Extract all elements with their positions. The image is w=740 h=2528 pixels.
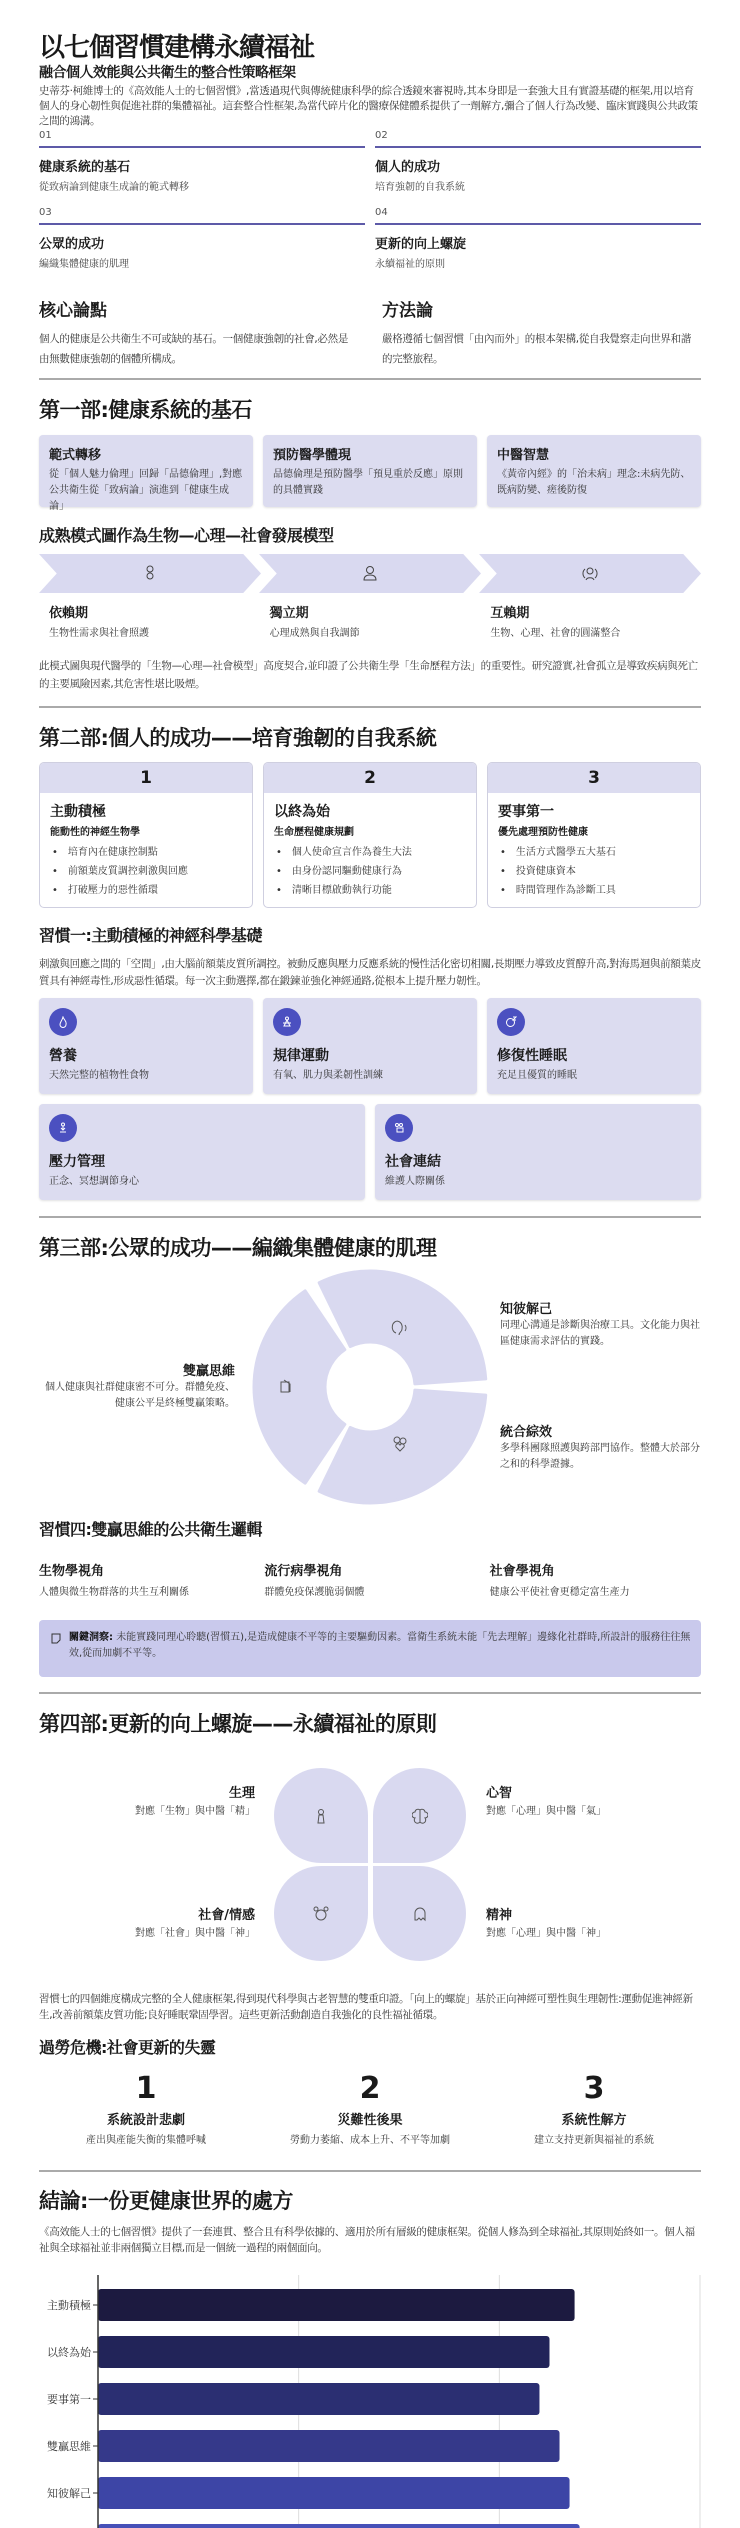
pillar-title: 修復性睡眠: [497, 1048, 567, 1064]
burnout-sub: 勞動力萎縮、成本上升、不平等加劇: [290, 2135, 450, 2146]
dimension-label: [486, 1904, 666, 1942]
overview-number: 01: [39, 130, 52, 141]
category-label: 以終為始: [47, 2346, 91, 2359]
people-icon: [582, 565, 598, 581]
renewal-paragraph: 習慣七的四個維度構成完整的全人健康框架,得到現代科學與古老智慧的雙重印證。「向上的螺旋」基於正向神經可塑性與生理韌性:運動促進神經新生,改善前額葉皮質功能;良好睡眠鞏固學習。這些更新活動創造自我強化的良性福祉循環。: [39, 1993, 693, 2021]
social-face-icon: [313, 1906, 329, 1922]
segment-label: [500, 1421, 705, 1473]
pillar-title: 營養: [49, 1048, 77, 1064]
section-divider: [39, 378, 701, 380]
insight-callout: [39, 1620, 701, 1677]
core-text: 個人的健康是公共衛生不可或缺的基石。一個健康強韌的社會,必然是由無數健康強韌的個體所構成。: [39, 333, 349, 365]
page-title: 以七個習慣建構永續福祉: [39, 33, 315, 63]
pillar-card: [487, 998, 701, 1094]
perspective-text: 健康公平使社會更穩定富生產力: [489, 1587, 630, 1598]
stage-sub: 生物、心理、社會的圓滿整合: [490, 628, 621, 639]
overview-number: 02: [375, 130, 388, 141]
petal-social: [274, 1866, 368, 1961]
part1-heading: 第一部:健康系統的基石: [39, 398, 252, 422]
list-item: • 打破壓力的惡性循環: [50, 881, 242, 900]
dimension-label: [100, 1904, 255, 1942]
community-icon: [385, 1114, 413, 1142]
part2-heading: 第二部:個人的成功——培育強韌的自我系統: [39, 726, 437, 750]
conclusion-heading: 結論:一份更健康世界的處方: [39, 2189, 293, 2213]
habit-title: 主動積極: [50, 804, 106, 820]
dimension-text: 對應「生物」與中醫「精」: [135, 1806, 255, 1817]
dimension-text: 對應「心理」與中醫「氣」: [486, 1806, 606, 1817]
segment-title: 統合綜效: [500, 1425, 553, 1440]
segment-title: 雙贏思維: [182, 1364, 235, 1379]
pillar-title: 社會連結: [385, 1154, 441, 1170]
overview-item: [375, 207, 701, 270]
burnout-number: 1: [135, 2071, 157, 2106]
bar: [98, 2430, 560, 2462]
segment-text: 多學科團隊照護與跨部門協作。整體大於部分之和的科學證據。: [500, 1443, 700, 1470]
burnout-number: 3: [583, 2071, 605, 2106]
dimension-text: 對應「社會」與中醫「神」: [135, 1928, 255, 1939]
bar: [98, 2383, 539, 2415]
insight-text: 未能實踐同理心聆聽(習慣五),是造成健康不平等的主要驅動因素。當衛生系統未能「先去理解」邊緣化社群時,所設計的服務往往無效,從而加劇不平等。: [69, 1632, 691, 1659]
stage-labels: [39, 602, 701, 639]
perspective-text: 人體與微生物群落的共生互利關係: [39, 1587, 189, 1598]
perspective-item: [490, 1560, 701, 1601]
baby-icon: [142, 565, 158, 581]
pillar-card: [263, 998, 477, 1094]
meditation-icon: [49, 1114, 77, 1142]
segment-win-win: [254, 1291, 345, 1483]
segment-text: 個人健康與社群健康密不可分。群體免疫、健康公平是終極雙贏策略。: [45, 1382, 235, 1409]
habit-card: [487, 762, 701, 908]
habits-bar-chart: [0, 2270, 740, 2528]
stage-item: [270, 602, 481, 639]
habit-cards: [39, 762, 701, 908]
public-victory-donut: [250, 1267, 490, 1507]
pillar-row-1: [39, 998, 701, 1094]
body-icon: [314, 1808, 328, 1824]
overview-title: 健康系統的基石: [39, 160, 131, 175]
burnout-points: [39, 2071, 701, 2146]
burnout-title: 系統設計悲劇: [106, 2113, 185, 2128]
part3-heading: 第三部:公眾的成功——編織集體健康的肌理: [39, 1236, 437, 1260]
overview-title: 更新的向上螺旋: [375, 237, 467, 252]
card-title: 中醫智慧: [497, 448, 550, 463]
burnout-title: 災難性後果: [337, 2113, 403, 2128]
info-card: [487, 435, 701, 507]
habit-title: 以終為始: [274, 804, 330, 820]
model-paragraph: 此模式圖與現代醫學的「生物—心理—社會模型」高度契合,並印證了公共衛生學「生命歷程方法」的重要性。研究證實,社會孤立是導致疾病與死亡的主要風險因素,其危害性堪比吸煙。: [39, 660, 698, 690]
chevron-dependence: [39, 554, 261, 593]
stage-sub: 心理成熟與自我調節: [269, 628, 360, 639]
perspectives: [39, 1560, 701, 1601]
burnout-item: [487, 2071, 701, 2146]
habit-sub: 能動性的神經生物學: [50, 827, 140, 838]
burnout-sub: 產出與產能失衡的集體呼喊: [86, 2135, 206, 2146]
model-heading: 成熟模式圖作為生物—心理—社會發展模型: [39, 526, 334, 545]
core-title: 核心論點: [39, 301, 107, 321]
burnout-item: [39, 2071, 253, 2146]
part4-heading: 第四部:更新的向上螺旋——永續福祉的原則: [39, 1712, 437, 1736]
dimension-title: 心智: [486, 1786, 513, 1801]
card-text: 從「個人魅力倫理」回歸「品德倫理」,對應公共衛生從「致病論」演進到「健康生成論」: [49, 469, 243, 512]
category-label: 雙贏思維: [47, 2440, 91, 2453]
petal-physical: [274, 1768, 368, 1863]
dimension-title: 生理: [228, 1786, 255, 1801]
methodology: [382, 296, 701, 369]
pillar-title: 壓力管理: [49, 1154, 105, 1170]
pillar-sub: 充足且優質的睡眠: [497, 1070, 577, 1081]
pillar-card: [375, 1104, 701, 1200]
list-item: • 清晰目標啟動執行功能: [274, 881, 466, 900]
segment-label: [500, 1298, 705, 1350]
habit-number: 3: [488, 763, 700, 793]
segment-title: 知彼解己: [500, 1302, 553, 1317]
stage-item: [490, 602, 701, 639]
stage-title: 獨立期: [269, 606, 309, 621]
info-card: [39, 435, 253, 512]
section-divider: [39, 1216, 701, 1218]
dimension-label: [486, 1782, 666, 1820]
habit-sub: 優先處理預防性健康: [498, 827, 588, 838]
dimension-text: 對應「心理」與中醫「神」: [486, 1928, 606, 1939]
perspective-text: 群體免疫保護脆弱個體: [264, 1587, 365, 1598]
divider: [375, 146, 701, 148]
section-divider: [39, 1692, 701, 1694]
section-divider: [39, 706, 701, 708]
card-text: 品德倫理是預防醫學「預見重於反應」原則的具體實踐: [273, 469, 463, 496]
burnout-sub: 建立支持更新與福祉的系統: [534, 2135, 654, 2146]
pillar-sub: 天然完整的植物性食物: [49, 1070, 149, 1081]
overview-sub: 永續福祉的原則: [375, 259, 445, 270]
maturity-chevrons: [39, 554, 701, 593]
segment-text: 同理心溝通是診斷與治療工具。文化能力與社區健康需求評估的實踐。: [500, 1320, 700, 1347]
chevron-independence: [259, 554, 481, 593]
list-item: • 個人使命宣言作為養生大法: [274, 843, 466, 862]
list-item: • 培育內在健康控制點: [50, 843, 242, 862]
pillar-card: [39, 998, 253, 1094]
note-icon: [51, 1633, 61, 1644]
habit-sub: 生命歷程健康規劃: [274, 827, 354, 838]
overview-title: 個人的成功: [375, 160, 441, 175]
section-divider: [39, 2170, 701, 2172]
overview-sub: 編織集體健康的肌理: [39, 259, 129, 270]
overview-number: 03: [39, 207, 52, 218]
bar: [98, 2336, 550, 2368]
exercise-icon: [273, 1008, 301, 1036]
overview-number: 04: [375, 207, 388, 218]
petal-spiritual: [373, 1866, 466, 1961]
habit-card: [39, 762, 253, 908]
sleep-icon: [497, 1008, 525, 1036]
dimension-label: [100, 1782, 255, 1820]
habit-number: 2: [264, 763, 476, 793]
stage-sub: 生物性需求與社會照護: [49, 628, 149, 639]
insight-label: 關鍵洞察:: [69, 1632, 113, 1643]
core-thesis: [39, 296, 358, 369]
overview-item: [39, 207, 365, 270]
flame-icon: [49, 1008, 77, 1036]
segment-synergy: [319, 1390, 486, 1503]
overview-sub: 從致病論到健康生成論的範式轉移: [39, 182, 189, 193]
bar: [98, 2524, 580, 2528]
pillar-card: [39, 1104, 365, 1200]
category-label: 主動積極: [47, 2299, 91, 2312]
stage-title: 互賴期: [490, 606, 530, 621]
habit1-paragraph: 刺激與回應之間的「空間」,由大腦前額葉皮質所調控。被動反應與壓力反應系統的慢性活化密切相關,長期壓力導致皮質醇升高,對海馬迴與前額葉皮質具有神經毒性,形成惡性循環。每一次主動選擇,都在鍛鍊並強化神經通路,從根本上提升壓力韌性。: [39, 958, 701, 987]
burnout-number: 2: [359, 2071, 381, 2106]
card-title: 預防醫學體現: [273, 448, 352, 463]
burnout-heading: 過勞危機:社會更新的失靈: [39, 2038, 216, 2057]
pillar-sub: 正念、冥想調節身心: [49, 1176, 139, 1187]
bar: [98, 2289, 575, 2321]
brain-icon: [412, 1808, 428, 1824]
burnout-title: 系統性解方: [561, 2113, 627, 2128]
overview-sub: 培育強韌的自我系統: [375, 182, 465, 193]
bar: [98, 2477, 570, 2509]
segment-label: [40, 1360, 235, 1412]
divider: [39, 223, 365, 225]
chevron-interdependence: [479, 554, 701, 593]
habit-title: 要事第一: [498, 804, 554, 820]
part1-cards: [39, 435, 701, 512]
method-title: 方法論: [382, 301, 433, 321]
stage-title: 依賴期: [49, 606, 89, 621]
thesis-section: [39, 296, 701, 369]
intro-paragraph: 史蒂芬·柯維博士的《高效能人士的七個習慣》,當透過現代與傳統健康科學的綜合透鏡來審視時,其本身即是一套強大且有實證基礎的框架,用以培育個人的身心韌性與促進社群的集體福祉。這套整合性框架,為當代碎片化的醫療保健體系提供了一劑解方,彌合了個人行為改變、臨床實踐與公共政策之間的鴻溝。: [39, 85, 698, 127]
conclusion-paragraph: 《高效能人士的七個習慣》提供了一套連貫、整合且有科學依據的、適用於所有層級的健康框架。從個人修為到全球福祉,其原則始終如一。個人福祉與全球福祉並非兩個獨立目標,而是一個統一過程的兩個面向。: [39, 2226, 695, 2254]
burnout-item: [263, 2071, 477, 2146]
overview-grid: [39, 130, 701, 270]
divider: [375, 223, 701, 225]
spirit-icon: [412, 1906, 428, 1922]
list-item: • 投資健康資本: [498, 862, 690, 881]
perspective-title: 社會學視角: [489, 1564, 555, 1579]
divider: [39, 146, 365, 148]
person-icon: [362, 565, 378, 581]
perspective-item: [264, 1560, 475, 1601]
list-item: • 前額葉皮質調控刺激與回應: [50, 862, 242, 881]
pillar-title: 規律運動: [273, 1048, 329, 1064]
habit1-heading: 習慣一:主動積極的神經科學基礎: [39, 926, 262, 945]
habit-card: [263, 762, 477, 908]
petal-mental: [373, 1768, 466, 1863]
info-card: [263, 435, 477, 507]
pillar-sub: 有氧、肌力與柔韌性訓練: [273, 1070, 383, 1081]
method-text: 嚴格遵循七個習慣「由內而外」的根本架構,從自我覺察走向世界和諧的完整旅程。: [382, 333, 692, 365]
card-title: 範式轉移: [49, 448, 102, 463]
habit4-heading: 習慣四:雙贏思維的公共衛生邏輯: [39, 1520, 262, 1539]
dimension-title: 社會/情感: [198, 1908, 255, 1923]
stage-item: [49, 602, 260, 639]
category-label: 要事第一: [47, 2393, 91, 2406]
perspective-item: [39, 1560, 250, 1601]
perspective-title: 生物學視角: [39, 1564, 105, 1579]
page-subtitle: 融合個人效能與公共衛生的整合性策略框架: [39, 65, 296, 81]
overview-title: 公眾的成功: [39, 237, 105, 252]
pillar-sub: 維護人際關係: [385, 1176, 445, 1187]
dimension-title: 精神: [486, 1908, 513, 1923]
overview-item: [375, 130, 701, 193]
overview-item: [39, 130, 365, 193]
habit-number: 1: [40, 763, 252, 793]
pillar-row-2: [39, 1104, 701, 1200]
perspective-title: 流行病學視角: [264, 1564, 343, 1579]
category-label: 知彼解己: [47, 2487, 91, 2500]
list-item: • 時間管理作為診斷工具: [498, 881, 690, 900]
list-item: • 生活方式醫學五大基石: [498, 843, 690, 862]
list-item: • 由身份認同驅動健康行為: [274, 862, 466, 881]
card-text: 《黃帝內經》的「治未病」理念:未病先防、既病防變、瘥後防復: [497, 469, 691, 496]
